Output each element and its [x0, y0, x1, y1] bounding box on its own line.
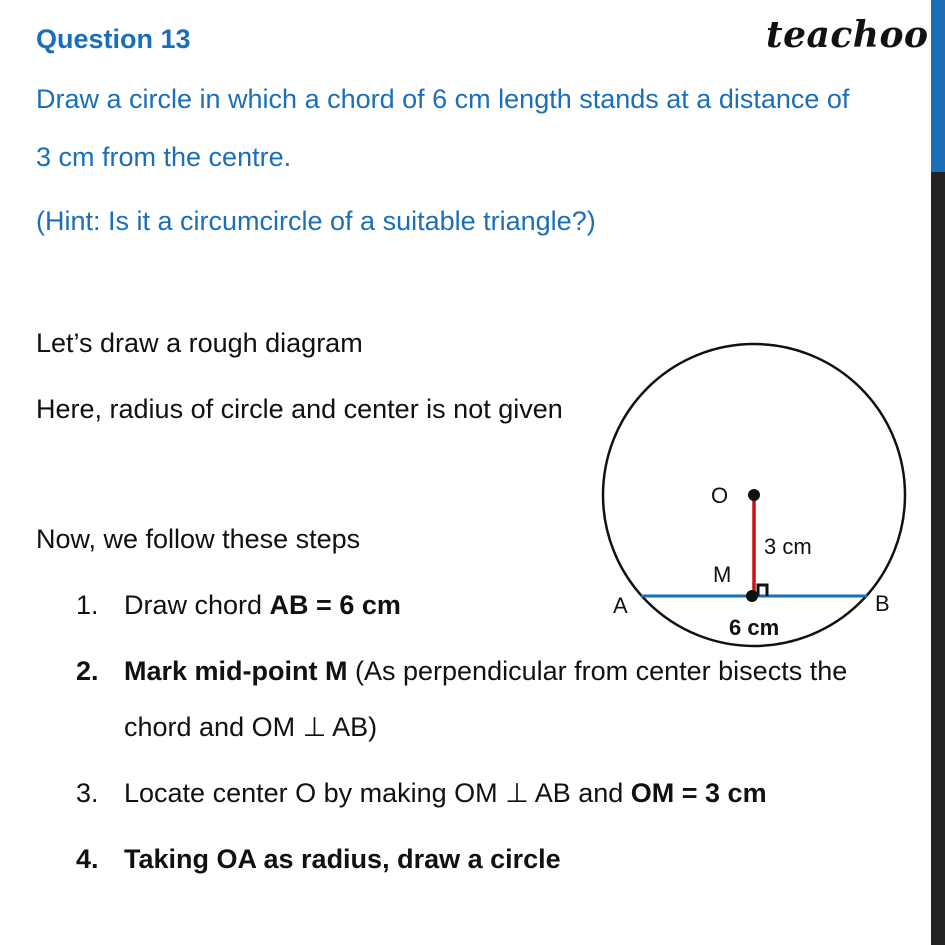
step-text: Locate center O by making OM ⊥ AB and [124, 778, 631, 808]
label-o: O [711, 483, 729, 508]
question-line-2: 3 cm from the centre. [36, 142, 292, 172]
step-number: 3. [76, 778, 99, 808]
label-om-length: 3 cm [764, 534, 812, 559]
step-text: (As perpendicular from center bisects the [347, 656, 848, 686]
label-m: M [713, 562, 732, 587]
label-ab-length: 6 cm [729, 615, 780, 640]
label-b: B [875, 591, 890, 616]
point-m [746, 590, 758, 602]
question-title: Question 13 [36, 24, 191, 54]
label-a: A [613, 593, 628, 618]
step-bold: Mark mid-point M [124, 656, 348, 686]
step-number: 2. [76, 656, 99, 686]
step-bold: Taking OA as radius, draw a circle [124, 844, 561, 874]
step-number: 4. [76, 844, 99, 874]
solution-note: Here, radius of circle and center is not given [36, 394, 563, 424]
solution-intro: Let’s draw a rough diagram [36, 328, 363, 358]
right-angle-marker [758, 585, 767, 596]
step-number: 1. [76, 590, 99, 620]
step-bold: AB = 6 cm [269, 590, 401, 620]
point-o [748, 489, 760, 501]
question-hint: (Hint: Is it a circumcircle of a suitable triangle?) [36, 206, 596, 236]
step-2-continued: chord and OM ⊥ AB) [124, 712, 378, 742]
teachoo-logo: teachoo [766, 14, 929, 56]
steps-intro: Now, we follow these steps [36, 524, 361, 554]
step-text: Draw chord [124, 590, 270, 620]
step-bold: OM = 3 cm [630, 778, 767, 808]
question-line-1: Draw a circle in which a chord of 6 cm length stands at a distance of [36, 84, 850, 114]
